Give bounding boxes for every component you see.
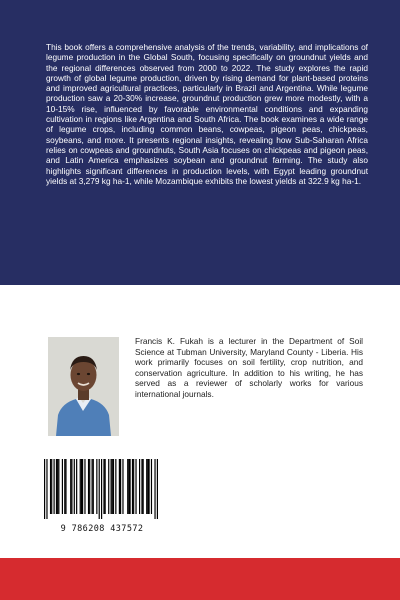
isbn-barcode	[36, 452, 168, 540]
author-portrait-image	[48, 337, 119, 436]
author-bio: Francis K. Fukah is a lecturer in the Department of Soil Science at Tubman University, Maryland County - Liberia. His work primarily focuses on soil fertility, crop nutrition, and conservation agriculture. In addition to his writing, he has served as a reviewer of scholarly works for various international journals.	[135, 336, 363, 399]
book-description: This book offers a comprehensive analysis of the trends, variability, and implications of legume production in the Global South, focusing specifically on groundnut yields and the regional differences observed from 2000 to 2022. The study explores the rapid growth of global legume production, driven by rising demand for plant-based proteins and improved agricultural practices, particularly in Brazil and Argentina. While legume production saw a 20-30% increase, groundnut production grew more modestly, with a 10-15% rise, influenced by favorable environmental conditions and expanding cultivation in regions like Argentina and South Africa. The book examines a wide range of legume crops, including common beans, cowpeas, pigeon peas, chickpeas, soybeans, and more. It presents regional insights, revealing how Sub-Saharan Africa relies on cowpeas and groundnuts, South Asia focuses on chickpeas and pigeon peas, and Latin America emphasizes soybean and groundnut farming. The study also highlights significant differences in production levels, with Egypt leading groundnut yields at 3,279 kg ha-1, while Mozambique exhibits the lowest yields at 322.9 kg ha-1.	[46, 42, 368, 186]
bottom-color-band	[0, 558, 400, 600]
barcode-bars	[44, 459, 158, 519]
isbn-digits: 9 786208 437572	[60, 524, 144, 534]
author-photo	[48, 337, 119, 436]
blurb-panel	[0, 0, 400, 285]
